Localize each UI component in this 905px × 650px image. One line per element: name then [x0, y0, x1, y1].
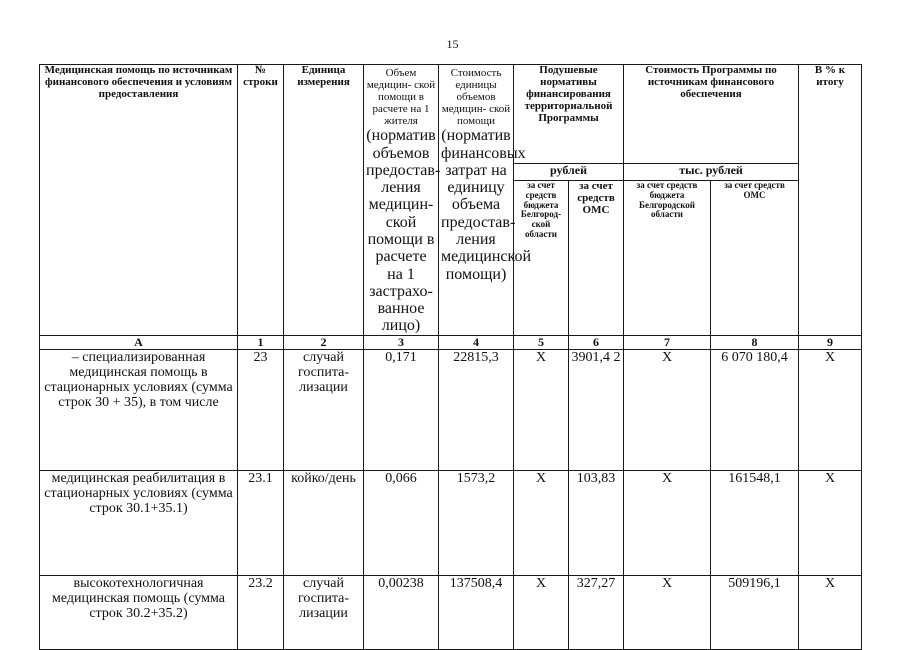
- row-name: медицинская реабилитация в стационарных условиях (сумма строк 30.1+35.1): [40, 470, 238, 575]
- header-col-4-note: (норматив финансовых затрат на единицу объема предостав- ления медицинской помощи): [441, 127, 532, 283]
- column-number-row: [40, 335, 862, 349]
- header-col-a: Медицинская помощь по источникам финансового обеспечения и условиям предоставления: [40, 65, 238, 336]
- column-number: 8: [711, 335, 799, 349]
- row-line-number: 23.2: [238, 575, 284, 649]
- row-norm-oms: 103,83: [569, 470, 624, 575]
- column-number: 4: [439, 335, 514, 349]
- page-number: 15: [446, 37, 459, 51]
- row-prog-oms: 509196,1: [711, 575, 799, 649]
- column-number: 9: [799, 335, 862, 349]
- row-prog-oms: 6 070 180,4: [711, 349, 799, 470]
- header-col-5-6-unit: рублей: [514, 164, 624, 181]
- row-prog-budget: Х: [624, 470, 711, 575]
- table-row: [40, 470, 862, 575]
- header-col-7-8-unit: тыс. рублей: [624, 164, 799, 181]
- column-number: 3: [364, 335, 439, 349]
- header-col-4: [439, 65, 532, 336]
- header-col-2: Единица измерения: [284, 65, 364, 336]
- row-volume: 0,171: [364, 349, 439, 470]
- table-row: [40, 349, 862, 470]
- header-col-8: за счет средств ОМС: [711, 181, 799, 335]
- header-col-3-note: (норматив объемов предостав- ления медицин- ской помощи в расчете на 1 застрахо- ванное лицо): [366, 127, 441, 335]
- table-row: [40, 575, 862, 649]
- row-percent: Х: [799, 349, 862, 470]
- row-volume: 0,066: [364, 470, 439, 575]
- row-unit: случай госпита- лизации: [284, 349, 364, 470]
- row-name: высокотехнологичная медицинская помощь (сумма строк 30.2+35.2): [40, 575, 238, 649]
- header-col-5-6: Подушевые нормативы финансирования территориальной Программы: [514, 65, 624, 164]
- column-number: 7: [624, 335, 711, 349]
- row-volume: 0,00238: [364, 575, 439, 649]
- header-col-7: за счет средств бюджета Белгородской области: [624, 181, 711, 335]
- row-unit: койко/день: [284, 470, 364, 575]
- column-number: А: [40, 335, 238, 349]
- row-cost: 1573,2: [439, 470, 514, 575]
- row-norm-oms: 3901,4 2: [569, 349, 624, 470]
- row-name: – специализированная медицинская помощь в стационарных условиях (сумма строк 30 + 35), в том числе: [40, 349, 238, 470]
- row-norm-budget: Х: [514, 349, 569, 470]
- header-col-7-8: Стоимость Программы по источникам финансового обеспечения: [624, 65, 799, 164]
- row-percent: Х: [799, 470, 862, 575]
- row-prog-budget: Х: [624, 349, 711, 470]
- column-number: 2: [284, 335, 364, 349]
- header-col-9: В % к итогу: [799, 65, 862, 336]
- column-number: 1: [238, 335, 284, 349]
- header-col-3: [364, 65, 439, 336]
- row-norm-budget: Х: [514, 470, 569, 575]
- row-prog-oms: 161548,1: [711, 470, 799, 575]
- header-col-4-title: Стоимость единицы объемов медицин- ской помощи: [441, 67, 511, 127]
- column-number: 6: [569, 335, 624, 349]
- header-col-6: за счет средств ОМС: [569, 181, 624, 335]
- row-norm-budget: Х: [514, 575, 569, 649]
- row-cost: 22815,3: [439, 349, 514, 470]
- financial-table: [39, 64, 862, 650]
- row-percent: Х: [799, 575, 862, 649]
- header-col-5: за счет средств бюджета Белгород- ской области: [514, 181, 569, 335]
- row-cost: 137508,4: [439, 575, 514, 649]
- column-number: 5: [514, 335, 569, 349]
- row-unit: случай госпита- лизации: [284, 575, 364, 649]
- row-line-number: 23.1: [238, 470, 284, 575]
- row-line-number: 23: [238, 349, 284, 470]
- header-col-3-title: Объем медицин- ской помощи в расчете на 1 жителя: [366, 67, 436, 127]
- row-norm-oms: 327,27: [569, 575, 624, 649]
- row-prog-budget: Х: [624, 575, 711, 649]
- header-col-1: № строки: [238, 65, 284, 336]
